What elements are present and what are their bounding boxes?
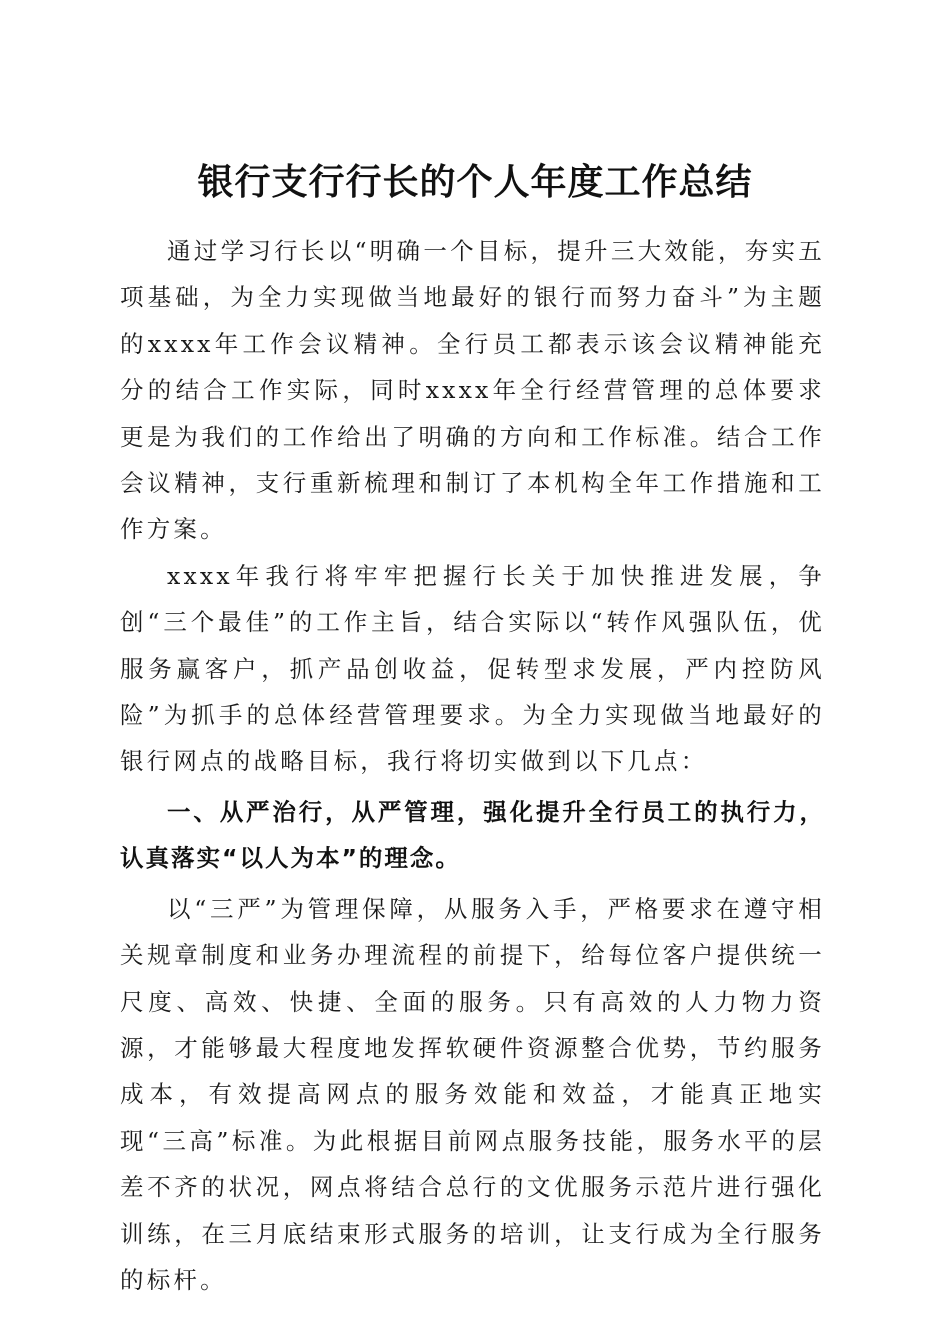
paragraph-intro: 通过学习行长以“明确一个目标，提升三大效能，夯实五项基础，为全力实现做当地最好的银行而努力奋斗”为主题的xxxx年工作会议精神。全行员工都表示该会议精神能充分的结合工作实际，同时xxxx年全行经营管理的总体要求更是为我们的工作给出了明确的方向和工作标准。结合工作会议精神，支行重新梳理和制订了本机构全年工作措施和工作方案。 xyxy=(120,237,825,544)
paragraph-strategy: xxxx年我行将牢牢把握行长关于加快推进发展，争创“三个最佳”的工作主旨，结合实际以“转作风强队伍，优服务赢客户，抓产品创收益，促转型求发展，严内控防风险”为抓手的总体经营管理要求。为全力实现做当地最好的银行网点的战略目标，我行将切实做到以下几点： xyxy=(120,561,825,776)
document-body xyxy=(120,228,825,1303)
section-heading-1: 一、从严治行，从严管理，强化提升全行员工的执行力，认真落实“以人为本”的理念。 xyxy=(120,797,825,873)
paragraph-management: 以“三严”为管理保障，从服务入手，严格要求在遵守相关规章制度和业务办理流程的前提下，给每位客户提供统一尺度、高效、快捷、全面的服务。只有高效的人力物力资源，才能够最大程度地发挥软硬件资源整合优势，节约服务成本，有效提高网点的服务效能和效益，才能真正地实现“三高”标准。为此根据目前网点服务技能，服务水平的层差不齐的状况，网点将结合总行的文优服务示范片进行强化训练，在三月底结束形式服务的培训，让支行成为全行服务的标杆。 xyxy=(120,894,825,1294)
document-title: 银行支行行长的个人年度工作总结 xyxy=(197,161,753,204)
